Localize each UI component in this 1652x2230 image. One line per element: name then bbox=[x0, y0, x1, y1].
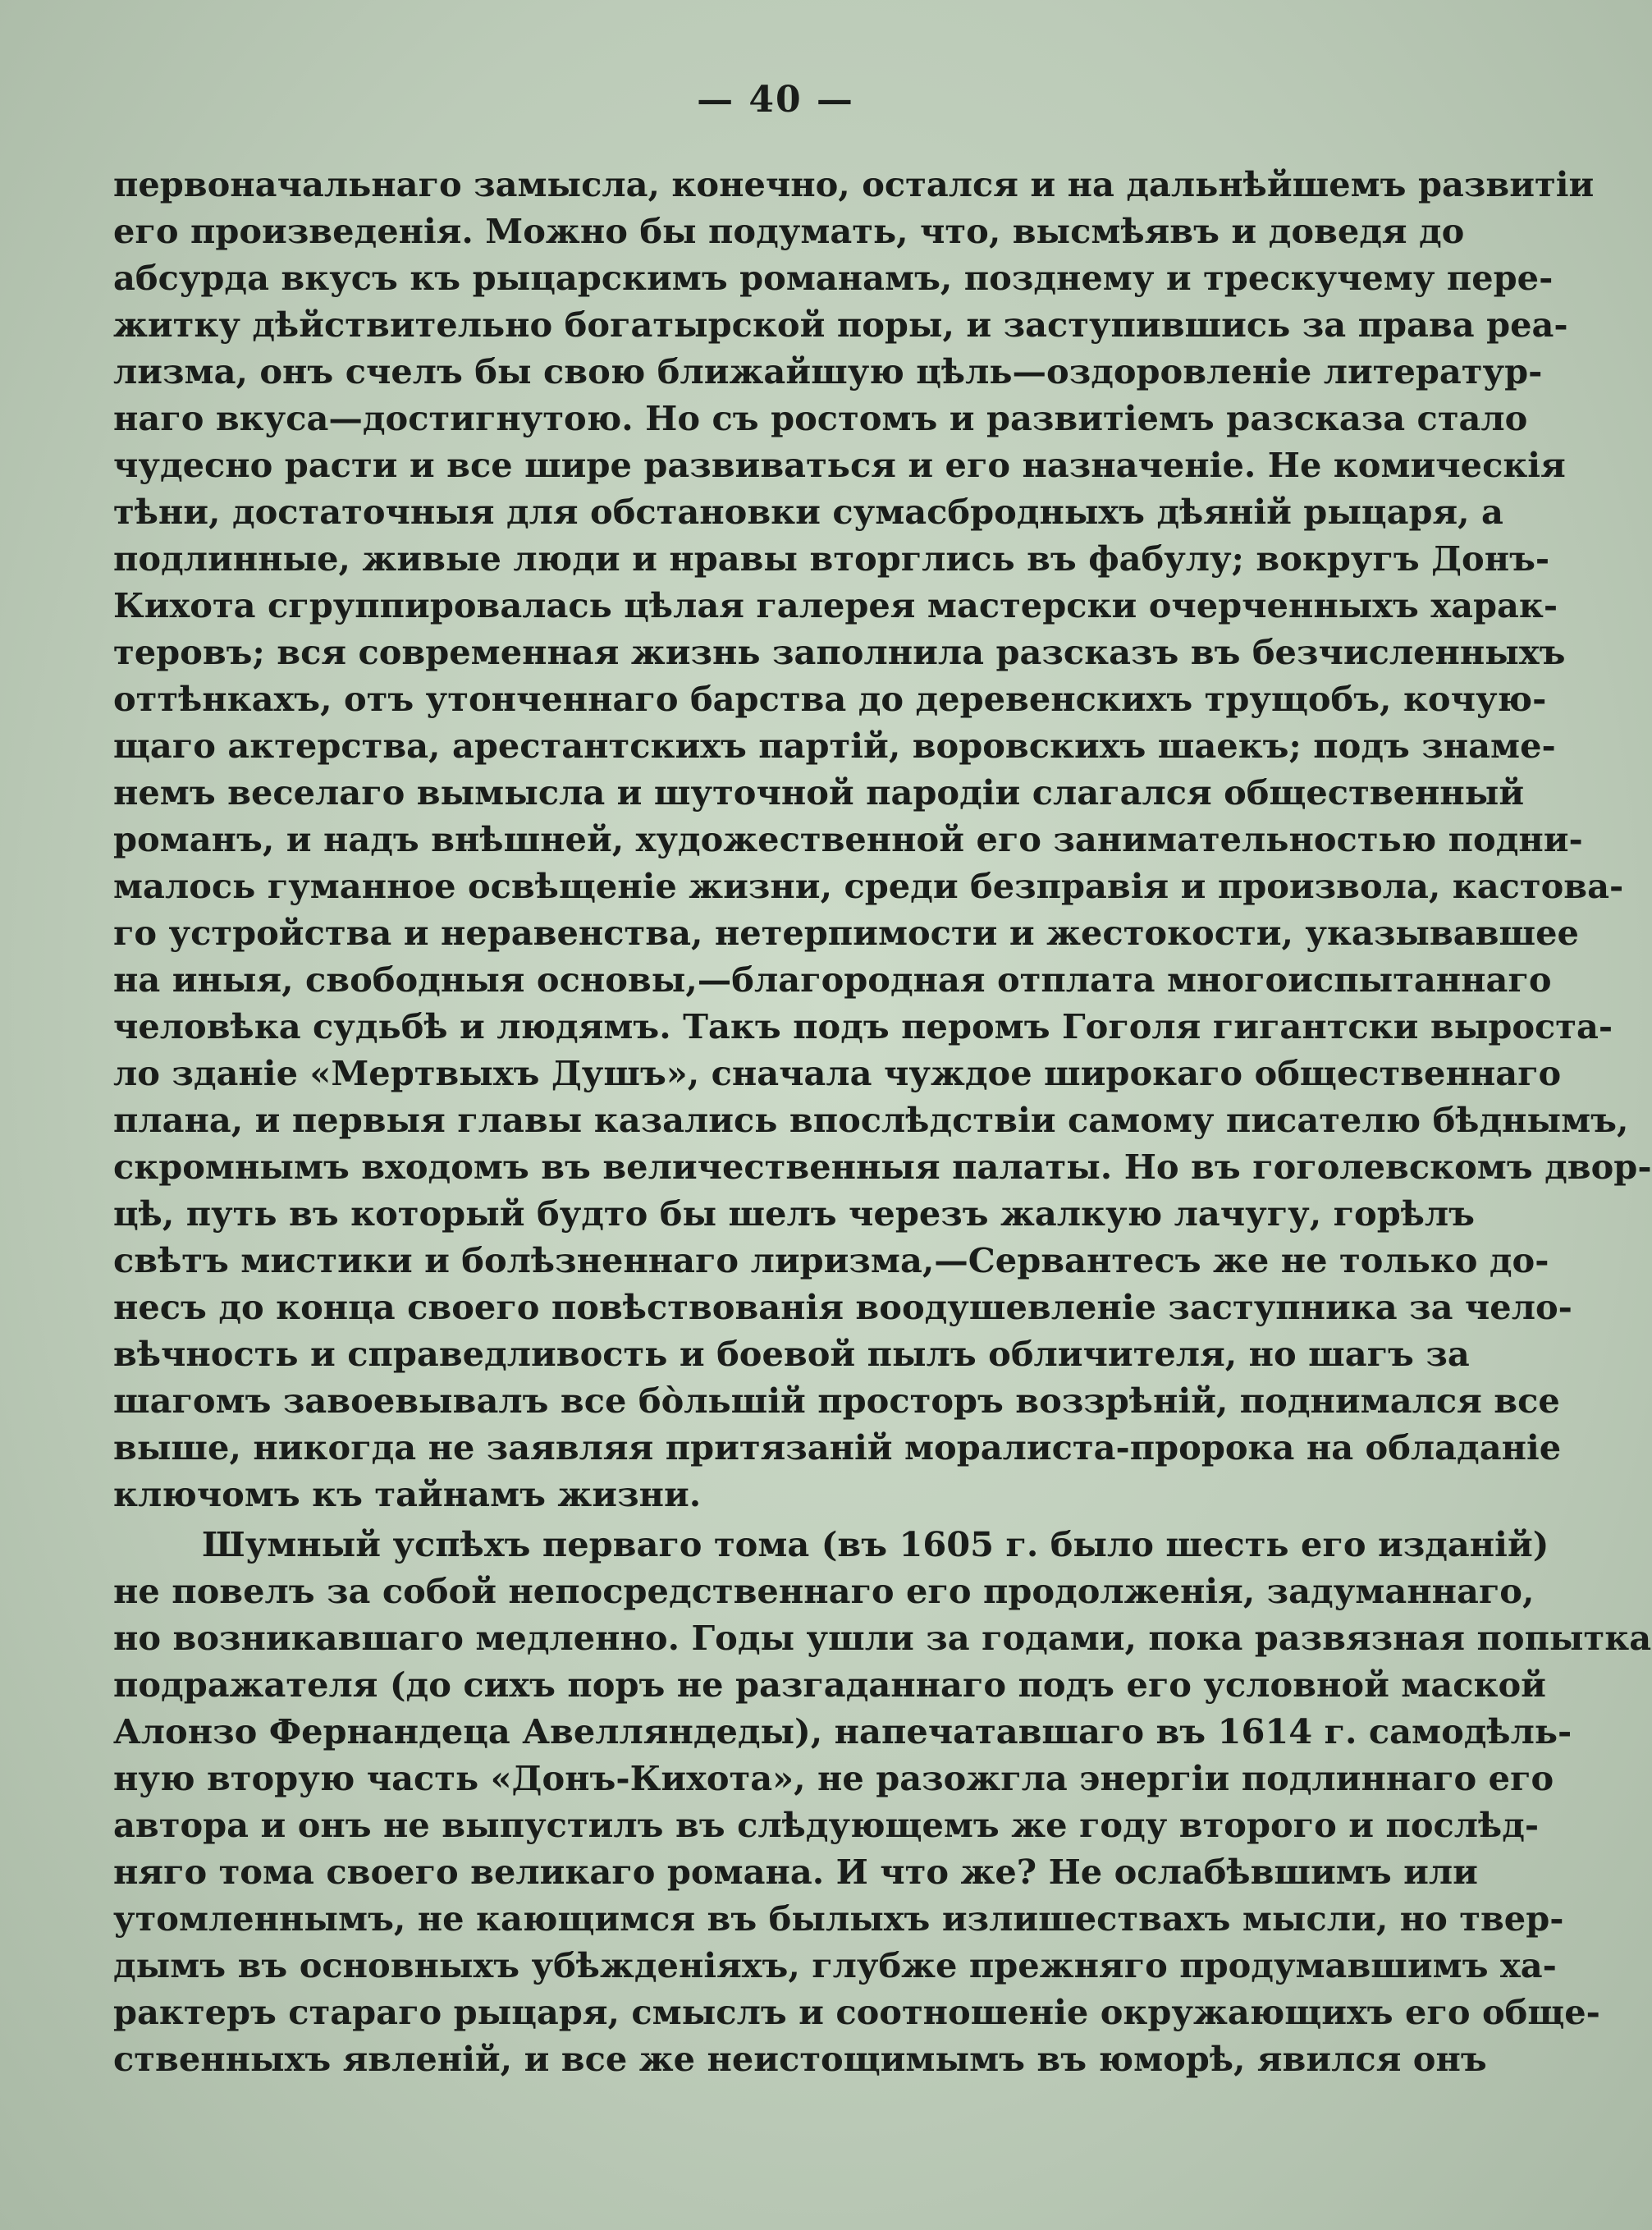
text-line: абсурда вкусъ къ рыцарскимъ романамъ, позднему и трескучему пере- bbox=[113, 258, 1554, 298]
text-line: вѣчность и справедливость и боевой пылъ обличителя, но шагъ за bbox=[113, 1334, 1470, 1374]
text-line: на иныя, свободныя основы,—благородная отплата многоиспытаннаго bbox=[113, 959, 1552, 1000]
paragraph-2 bbox=[113, 1521, 1652, 2082]
text-line: житку дѣйствительно богатырской поры, и заступившись за права реа- bbox=[113, 305, 1568, 345]
text-line: чудесно расти и все шире развиваться и его назначеніе. Не комическія bbox=[113, 445, 1566, 485]
text-line: малось гуманное освѣщеніе жизни, среди безправія и произвола, кастова- bbox=[113, 866, 1624, 906]
text-line: но возникавшаго медленно. Годы ушли за годами, пока развязная попытка bbox=[113, 1618, 1652, 1658]
paragraph-1 bbox=[113, 161, 1652, 1518]
text-line: Шумный успѣхъ перваго тома (въ 1605 г. было шесть его изданій) bbox=[202, 1524, 1549, 1564]
text-line: скромнымъ входомъ въ величественныя палаты. Но въ гоголевскомъ двор- bbox=[113, 1147, 1652, 1187]
text-line: щаго актерства, арестантскихъ партій, воровскихъ шаекъ; подъ знаме- bbox=[113, 726, 1556, 766]
text-line: его произведенія. Можно бы подумать, что, высмѣявъ и доведя до bbox=[113, 211, 1465, 251]
text-line: человѣка судьбѣ и людямъ. Такъ подъ перомъ Гоголя гигантски выроста- bbox=[113, 1006, 1613, 1046]
text-line: свѣтъ мистики и болѣзненнаго лиризма,—Сервантесъ же не только до- bbox=[113, 1240, 1549, 1280]
text-line: ную вторую часть «Донъ-Кихота», не разожгла энергіи подлиннаго его bbox=[113, 1758, 1554, 1798]
text-line: го устройства и неравенства, нетерпимости и жестокости, указывавшее bbox=[113, 913, 1579, 953]
text-line: романъ, и надъ внѣшней, художественной его занимательностью подни- bbox=[113, 819, 1583, 859]
text-line: дымъ въ основныхъ убѣжденіяхъ, глубже прежняго продумавшимъ ха- bbox=[113, 1945, 1557, 1985]
text-line: лизма, онъ счелъ бы свою ближайшую цѣль—оздоровленіе литератур- bbox=[113, 351, 1543, 392]
text-line: рактеръ стараго рыцаря, смыслъ и соотношеніе окружающихъ его обще- bbox=[113, 1992, 1600, 2032]
text-line: Алонзо Фернандеца Авелляндеды), напечатавшаго въ 1614 г. самодѣль- bbox=[113, 1711, 1572, 1751]
text-line: оттѣнкахъ, отъ утонченнаго барства до деревенскихъ трущобъ, кочую- bbox=[113, 679, 1547, 719]
text-line: выше, никогда не заявляя притязаній моралиста-пророка на обладаніе bbox=[113, 1427, 1562, 1468]
text-line: шагомъ завоевывалъ все бо̀льшій просторъ воззрѣній, поднимался все bbox=[113, 1381, 1560, 1421]
text-line: ло зданіе «Мертвыхъ Душъ», сначала чуждое широкаго общественнаго bbox=[113, 1053, 1562, 1093]
body-text bbox=[113, 161, 1652, 2082]
text-line: подражателя (до сихъ поръ не разгаданнаго подъ его условной маской bbox=[113, 1664, 1546, 1705]
text-line: автора и онъ не выпустилъ въ слѣдующемъ же году второго и послѣд- bbox=[113, 1805, 1540, 1845]
text-line: няго тома своего великаго романа. И что же? Не ослабѣвшимъ или bbox=[113, 1852, 1478, 1892]
text-line: не повелъ за собой непосредственнаго его продолженія, задуманнаго, bbox=[113, 1571, 1535, 1611]
text-line: цѣ, путь въ который будто бы шелъ черезъ жалкую лачугу, горѣлъ bbox=[113, 1193, 1475, 1234]
text-line: утомленнымъ, не кающимся въ былыхъ излишествахъ мысли, но твер- bbox=[113, 1898, 1564, 1939]
text-line: подлинные, живые люди и нравы вторглись въ фабулу; вокругъ Донъ- bbox=[113, 538, 1550, 579]
text-line: немъ веселаго вымысла и шуточной пародіи слагался общественный bbox=[113, 772, 1525, 813]
text-line: теровъ; вся современная жизнь заполнила разсказъ въ безчисленныхъ bbox=[113, 632, 1566, 672]
text-line: Кихота сгруппировалась цѣлая галерея мастерски очерченныхъ харак- bbox=[113, 585, 1558, 625]
text-line: плана, и первыя главы казались впослѣдствіи самому писателю бѣднымъ, bbox=[113, 1100, 1629, 1140]
text-line: наго вкуса—достигнутою. Но съ ростомъ и развитіемъ разсказа стало bbox=[113, 398, 1528, 438]
text-line: ственныхъ явленій, и все же неистощимымъ въ юморѣ, явился онъ bbox=[113, 2039, 1487, 2079]
page-number: — 40 — bbox=[697, 79, 854, 121]
text-line: тѣни, достаточныя для обстановки сумасбродныхъ дѣяній рыцаря, а bbox=[113, 492, 1503, 532]
text-line: несъ до конца своего повѣствованія воодушевленіе заступника за чело- bbox=[113, 1287, 1572, 1327]
text-line: первоначальнаго замысла, конечно, остался и на дальнѣйшемъ развитіи bbox=[113, 164, 1595, 204]
text-line: ключомъ къ тайнамъ жизни. bbox=[113, 1474, 702, 1514]
